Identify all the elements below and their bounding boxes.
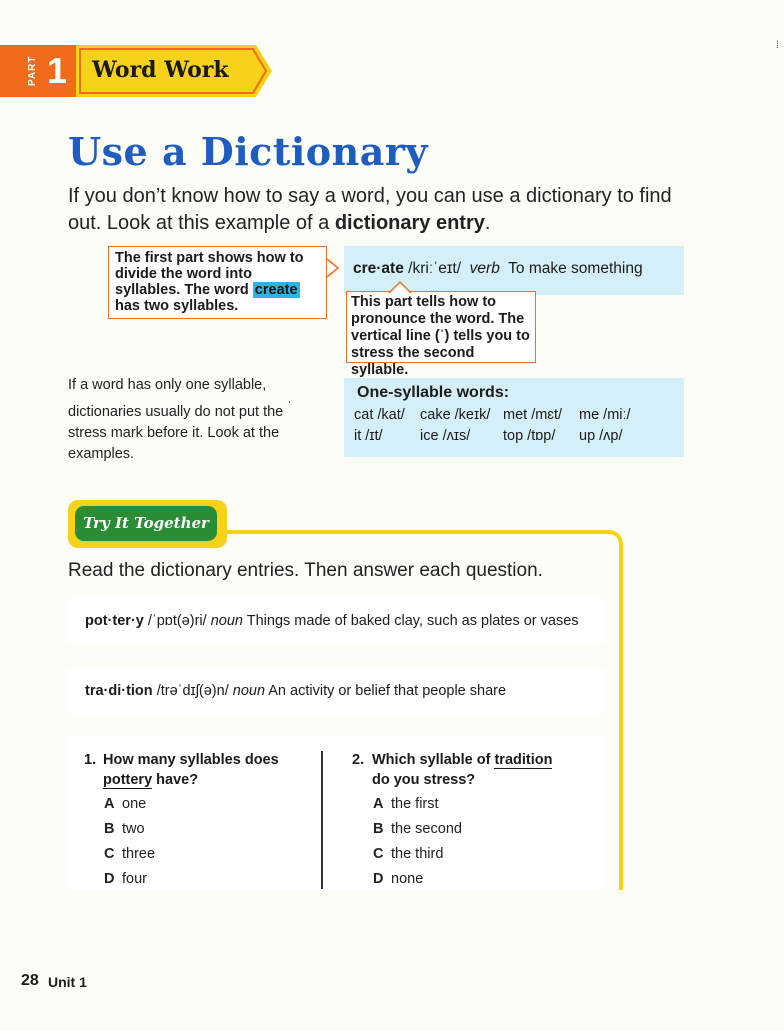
question-1-number: 1. xyxy=(84,752,97,768)
answer-option[interactable]: B the second xyxy=(373,821,462,837)
highlighted-word: create xyxy=(254,282,298,298)
intro-text: If you don’t know how to say a word, you can use a dictionary to find out. Look at this example of a dictionary entry. xyxy=(68,185,672,234)
entry-tradition: tra·di·tion /trəˈdɪʃ(ə)n/ noun An activity or belief that people share xyxy=(68,667,604,715)
target-word: tradition xyxy=(494,752,553,768)
page-number: 28 xyxy=(21,972,39,989)
one-syllable-title: One-syllable words: xyxy=(357,384,510,401)
word-example: cat /kat/ xyxy=(354,407,405,423)
callout-arrow xyxy=(388,280,412,294)
dictionary-entry-create: cre·ate /kriːˈeɪt/ verb To make something xyxy=(353,260,643,277)
word-example: met /mɛt/ xyxy=(503,407,563,423)
callout-pronunciation: This part tells how to pronounce the word. The vertical line (ˈ) tells you to stress the second syllable. xyxy=(346,291,536,363)
callout-syllables: The first part shows how to divide the word into syllables. The word create has two syllables. xyxy=(108,246,327,319)
unit-label: Unit 1 xyxy=(48,974,87,990)
side-note: If a word has only one syllable, dictionaries usually do not put the $^ˈ$ stress mark before it. Look at the examples. xyxy=(68,377,292,462)
answer-option[interactable]: C the third xyxy=(373,846,444,862)
question-2-number: 2. xyxy=(352,752,365,768)
page-title: Use a Dictionary xyxy=(68,129,429,174)
answer-option[interactable]: C three xyxy=(104,846,156,862)
answer-option[interactable]: A the first xyxy=(373,796,439,812)
activity-instructions: Read the dictionary entries. Then answer each question. xyxy=(68,560,543,581)
part-label: PART xyxy=(27,55,38,87)
column-divider xyxy=(321,751,323,889)
answer-option[interactable]: D four xyxy=(104,871,147,887)
part-number: 1 xyxy=(47,50,68,91)
answer-option[interactable]: B two xyxy=(104,821,145,837)
word-example: cake /keɪk/ xyxy=(420,407,491,423)
word-example: ice /ʌɪs/ xyxy=(420,428,471,444)
target-word: pottery xyxy=(103,772,153,788)
callout-arrow xyxy=(326,258,342,280)
answer-option[interactable]: D none xyxy=(373,871,424,887)
try-it-together-label: Try It Together xyxy=(75,506,217,541)
question-1-text: How many syllables does pottery have? xyxy=(103,752,279,788)
edge-mark: ⁞ xyxy=(776,40,779,51)
part-title: Word Work xyxy=(92,57,229,83)
answer-option[interactable]: A one xyxy=(104,796,147,812)
word-example: up /ʌp/ xyxy=(579,428,623,444)
entry-pottery: pot·ter·y /ˈpɒt(ə)ri/ noun Things made of baked clay, such as plates or vases xyxy=(68,597,604,645)
word-example: top /tɒp/ xyxy=(503,428,556,444)
question-2-text: Which syllable of tradition do you stress? xyxy=(372,752,553,788)
word-example: it /ɪt/ xyxy=(354,428,383,444)
word-example: me /miː/ xyxy=(579,407,631,423)
dictionary-entry-term: dictionary entry xyxy=(334,212,485,234)
